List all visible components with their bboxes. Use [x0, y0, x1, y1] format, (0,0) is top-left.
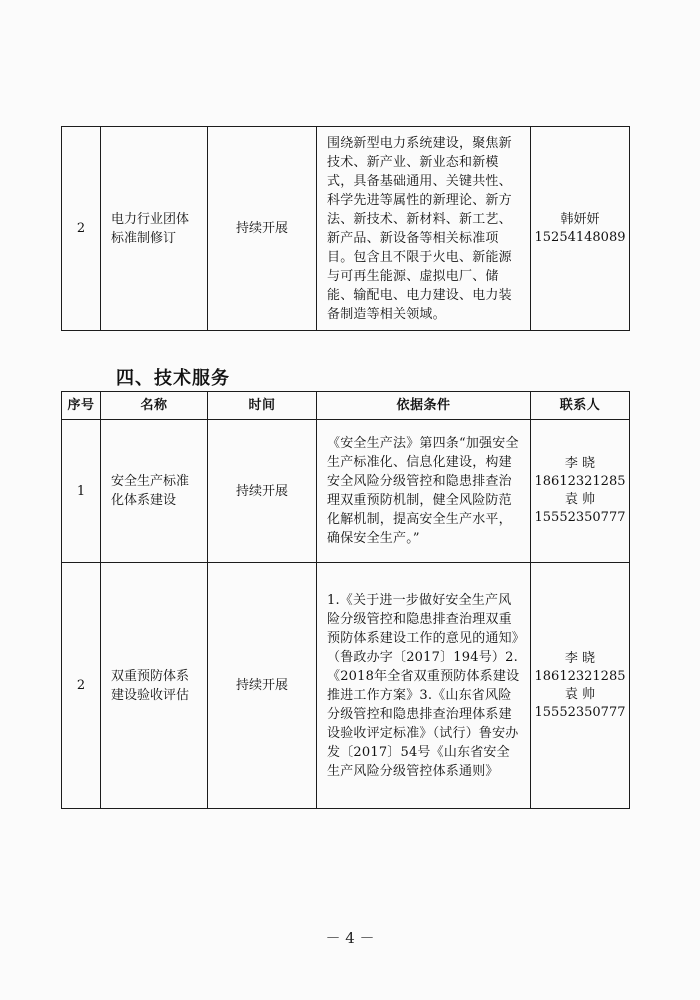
contact-phone: 15254148089 — [534, 229, 626, 245]
contact-phone: 18612321285 — [534, 474, 626, 489]
header-name: 名称 — [101, 392, 208, 420]
table-header-row — [62, 392, 630, 420]
row-basis: 1.《关于进一步做好安全生产风险分级管控和隐患排查治理双重预防体系建设工作的意见的通知》（鲁政办字〔2017〕194号）2.《2018年全省双重预防体系建设推进工作方案》3.《山东省风险分级管控和隐患排查治理体系建设验收评定标准》（试行）鲁安办发〔2017〕54号《山东省安全生产风险分级管控体系通则》 — [317, 563, 531, 809]
row-number: 2 — [62, 563, 101, 809]
contact-name: 李 晓 — [564, 650, 596, 666]
row-number: 1 — [62, 420, 101, 563]
standards-table-continued — [61, 126, 630, 331]
row-basis: 围绕新型电力系统建设，聚焦新技术、新产业、新业态和新模式，具备基础通用、关键共性、科学先进等属性的新理论、新方法、新技术、新材料、新工艺、新产品、新设备等相关标准项目。包含且不限于火电、新能源与可再生能源、虚拟电厂、储能、输配电、电力建设、电力装备制造等相关领域。 — [317, 127, 531, 331]
row-time: 持续开展 — [208, 127, 317, 331]
technical-services-table — [61, 391, 630, 809]
contact-phone: 18612321285 — [534, 668, 626, 684]
row-contact — [531, 420, 630, 563]
contact-name: 韩妍妍 — [560, 211, 600, 227]
table-row — [62, 420, 630, 563]
row-name: 双重预防体系建设验收评估 — [101, 563, 208, 809]
contact-name: 袁 帅 — [564, 492, 596, 507]
row-time: 持续开展 — [208, 563, 317, 809]
row-contact — [531, 563, 630, 809]
row-name: 电力行业团体标准制修订 — [101, 127, 208, 331]
header-basis: 依据条件 — [317, 392, 531, 420]
page-number: － 4 － — [325, 929, 375, 947]
header-time: 时间 — [208, 392, 317, 420]
table-row — [62, 563, 630, 809]
header-contact: 联系人 — [531, 392, 630, 420]
contact-phone: 15552350777 — [534, 704, 626, 720]
contact-phone: 15552350777 — [534, 510, 626, 525]
row-basis: 《安全生产法》第四条“加强安全生产标准化、信息化建设，构建安全风险分级管控和隐患排查治理双重预防机制，健全风险防范化解机制，提高安全生产水平，确保安全生产。” — [317, 420, 531, 563]
row-contact — [531, 127, 630, 331]
contact-name: 李 晓 — [564, 456, 596, 471]
contact-name: 袁 帅 — [564, 686, 596, 702]
row-name: 安全生产标准化体系建设 — [101, 420, 208, 563]
row-number: 2 — [62, 127, 101, 331]
row-time: 持续开展 — [208, 420, 317, 563]
section-title: 四、技术服务 — [116, 368, 230, 389]
table-row — [62, 127, 630, 331]
header-num: 序号 — [62, 392, 101, 420]
